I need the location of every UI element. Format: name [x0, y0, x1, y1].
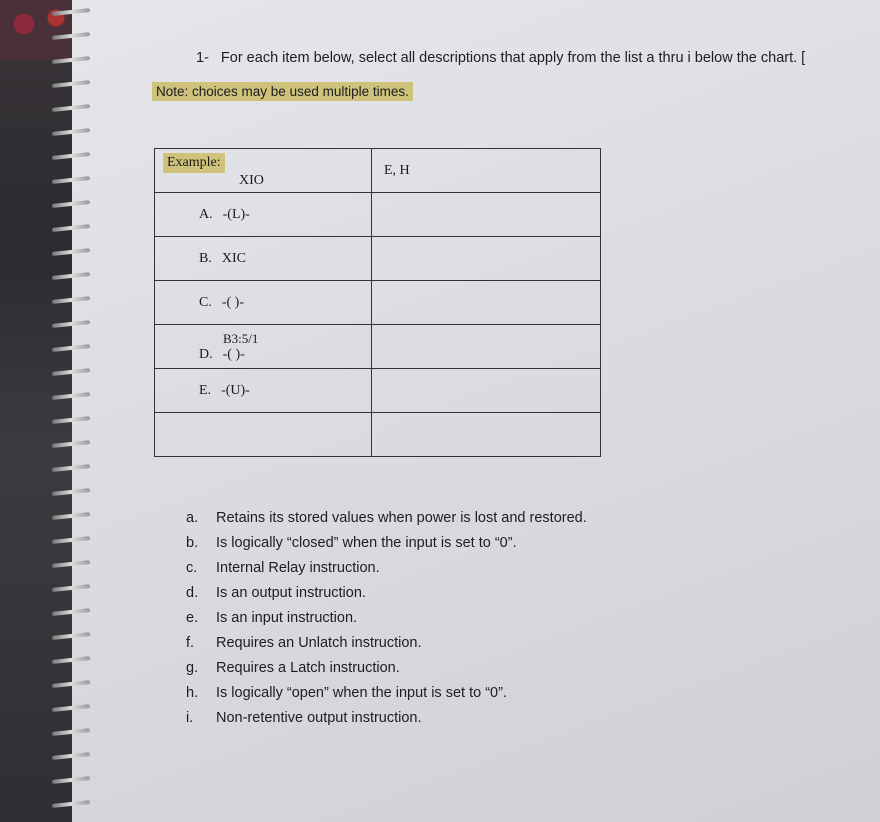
- answer-cell-b[interactable]: [372, 237, 601, 281]
- coil-ring: [52, 680, 90, 688]
- item-cell-e: E. -(U)-: [155, 369, 372, 413]
- coil-ring: [52, 248, 90, 256]
- coil-ring: [52, 560, 90, 568]
- table-row: [155, 369, 601, 413]
- list-item: h. Is logically “open” when the input is set to “0”.: [186, 685, 507, 701]
- coil-ring: [52, 800, 90, 808]
- coil-ring: [52, 296, 90, 304]
- list-item: b. Is logically “closed” when the input is set to “0”.: [186, 535, 517, 551]
- table-row-example: [155, 149, 601, 193]
- list-item: i. Non-retentive output instruction.: [186, 710, 422, 726]
- table-row: [155, 413, 601, 457]
- coil-ring: [52, 368, 90, 376]
- table-row: [155, 193, 601, 237]
- answer-cell-c[interactable]: [372, 281, 601, 325]
- example-item: XIO: [239, 172, 264, 188]
- coil-ring: [52, 344, 90, 352]
- coil-ring: [52, 752, 90, 760]
- coil-ring: [52, 152, 90, 160]
- coil-ring: [52, 80, 90, 88]
- table-row: [155, 325, 601, 369]
- coil-ring: [52, 776, 90, 784]
- list-item: d. Is an output instruction.: [186, 585, 366, 601]
- coil-ring: [52, 104, 90, 112]
- item-cell-b: B. XIC: [155, 237, 372, 281]
- coil-ring: [52, 488, 90, 496]
- spiral-binding: [52, 0, 92, 822]
- question-text: For each item below, select all descriptions that apply from the list a thru i below the chart. [: [220, 50, 806, 66]
- coil-ring: [52, 32, 90, 40]
- list-item: c. Internal Relay instruction.: [186, 560, 380, 576]
- question-prompt: [196, 50, 805, 66]
- answer-chart: [154, 148, 601, 457]
- coil-ring: [52, 176, 90, 184]
- coil-ring: [52, 200, 90, 208]
- coil-ring: [52, 128, 90, 136]
- list-item: a. Retains its stored values when power is lost and restored.: [186, 510, 587, 526]
- item-cell-d: B3:5/1 D. -( )-: [155, 325, 372, 369]
- example-label: Example:: [163, 153, 225, 173]
- answer-cell-e[interactable]: [372, 369, 601, 413]
- example-cell: [155, 149, 372, 193]
- item-cell-c: C. -( )-: [155, 281, 372, 325]
- coil-ring: [52, 536, 90, 544]
- note-highlight: Note: choices may be used multiple times.: [152, 82, 413, 101]
- coil-ring: [52, 224, 90, 232]
- item-cell-a: A. -(L)-: [155, 193, 372, 237]
- table-row: [155, 281, 601, 325]
- list-item: f. Requires an Unlatch instruction.: [186, 635, 422, 651]
- bit-address: B3:5/1: [223, 330, 259, 346]
- coil-ring: [52, 392, 90, 400]
- coil-ring: [52, 656, 90, 664]
- coil-ring: [52, 464, 90, 472]
- example-answer: E, H: [372, 149, 601, 193]
- coil-ring: [52, 728, 90, 736]
- answer-cell-blank[interactable]: [372, 413, 601, 457]
- answer-cell-a[interactable]: [372, 193, 601, 237]
- coil-ring: [52, 704, 90, 712]
- table-row: [155, 237, 601, 281]
- description-list: [186, 506, 587, 731]
- coil-ring: [52, 8, 90, 16]
- coil-ring: [52, 608, 90, 616]
- question-number: 1-: [196, 50, 209, 66]
- coil-ring: [52, 416, 90, 424]
- list-item: g. Requires a Latch instruction.: [186, 660, 400, 676]
- coil-ring: [52, 56, 90, 64]
- item-cell-blank: [155, 413, 372, 457]
- answer-cell-d[interactable]: [372, 325, 601, 369]
- list-item: e. Is an input instruction.: [186, 610, 358, 626]
- coil-ring: [52, 632, 90, 640]
- coil-ring: [52, 272, 90, 280]
- coil-ring: [52, 512, 90, 520]
- coil-ring: [52, 320, 90, 328]
- coil-ring: [52, 584, 90, 592]
- coil-ring: [52, 440, 90, 448]
